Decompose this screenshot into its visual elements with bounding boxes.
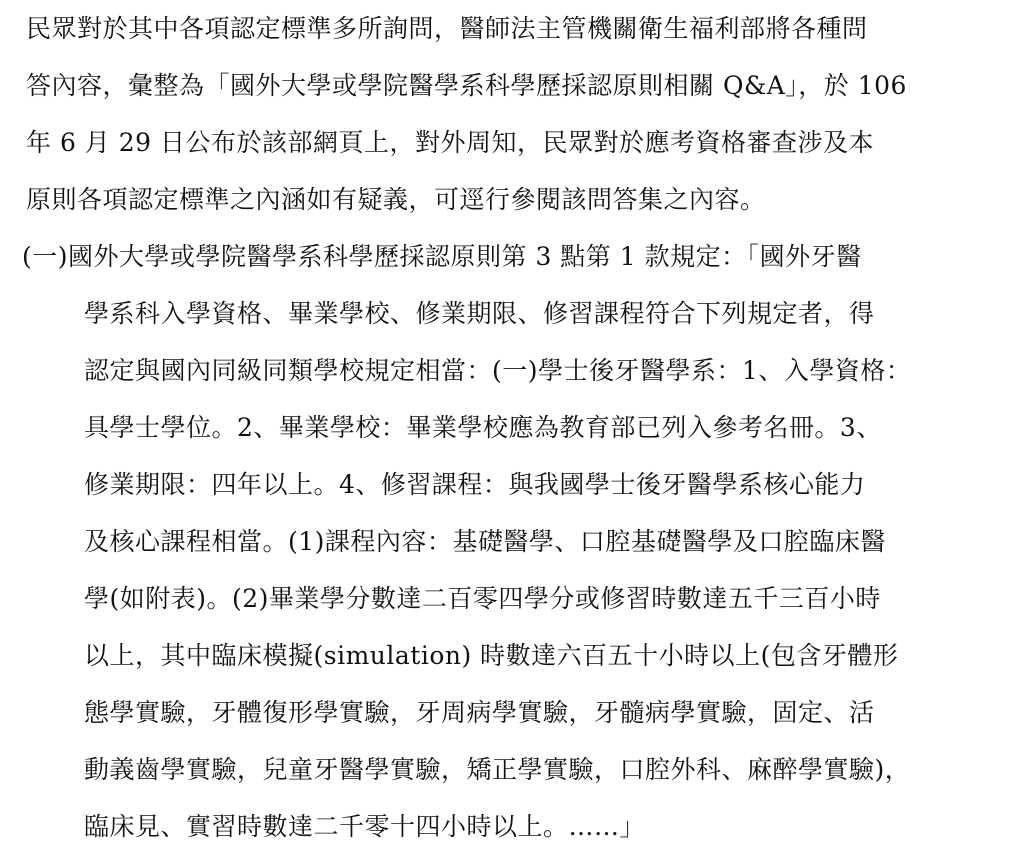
list-item-line: 具學士學位。2、畢業學校：畢業學校應為教育部已列入參考名冊。3、	[84, 413, 882, 442]
list-item-line: 學(如附表)。(2)畢業學分數達二百零四學分或修習時數達五千三百小時	[84, 584, 881, 613]
list-item-line: (一)國外大學或學院醫學系科學歷採認原則第 3 點第 1 款規定：「國外牙醫	[22, 242, 862, 271]
paragraph-line: 民眾對於其中各項認定標準多所詢問，醫師法主管機關衛生福利部將各種問	[26, 14, 868, 43]
list-item-line: 以上，其中臨床模擬(simulation) 時數達六百五十小時以上(包含牙體形	[84, 641, 899, 670]
list-item-line: 及核心課程相當。(1)課程內容：基礎醫學、口腔基礎醫學及口腔臨床醫	[84, 527, 886, 556]
paragraph-line: 答內容，彙整為「國外大學或學院醫學系科學歷採認原則相關 Q&A」，於 106	[26, 71, 907, 100]
list-item-line: 態學實驗，牙體復形學實驗，牙周病學實驗，牙髓病學實驗，固定、活	[84, 698, 875, 727]
list-item-line: 修業期限：四年以上。4、修習課程：與我國學士後牙醫學系核心能力	[84, 470, 866, 499]
list-item-line: 臨床見、實習時數達二千零十四小時以上。……」	[84, 812, 646, 841]
paragraph-line: 原則各項認定標準之內涵如有疑義，可逕行參閱該問答集之內容。	[26, 185, 766, 214]
list-item-line: 學系科入學資格、畢業學校、修業期限、修習課程符合下列規定者，得	[84, 299, 875, 328]
paragraph-line: 年 6 月 29 日公布於該部網頁上，對外周知，民眾對於應考資格審查涉及本	[26, 128, 875, 157]
list-item-line: 動義齒學實驗，兒童牙醫學實驗，矯正學實驗，口腔外科、麻醉學實驗)，	[84, 755, 911, 784]
list-item-line: 認定與國內同級同類學校規定相當：(一)學士後牙醫學系：1、入學資格：	[84, 356, 912, 385]
